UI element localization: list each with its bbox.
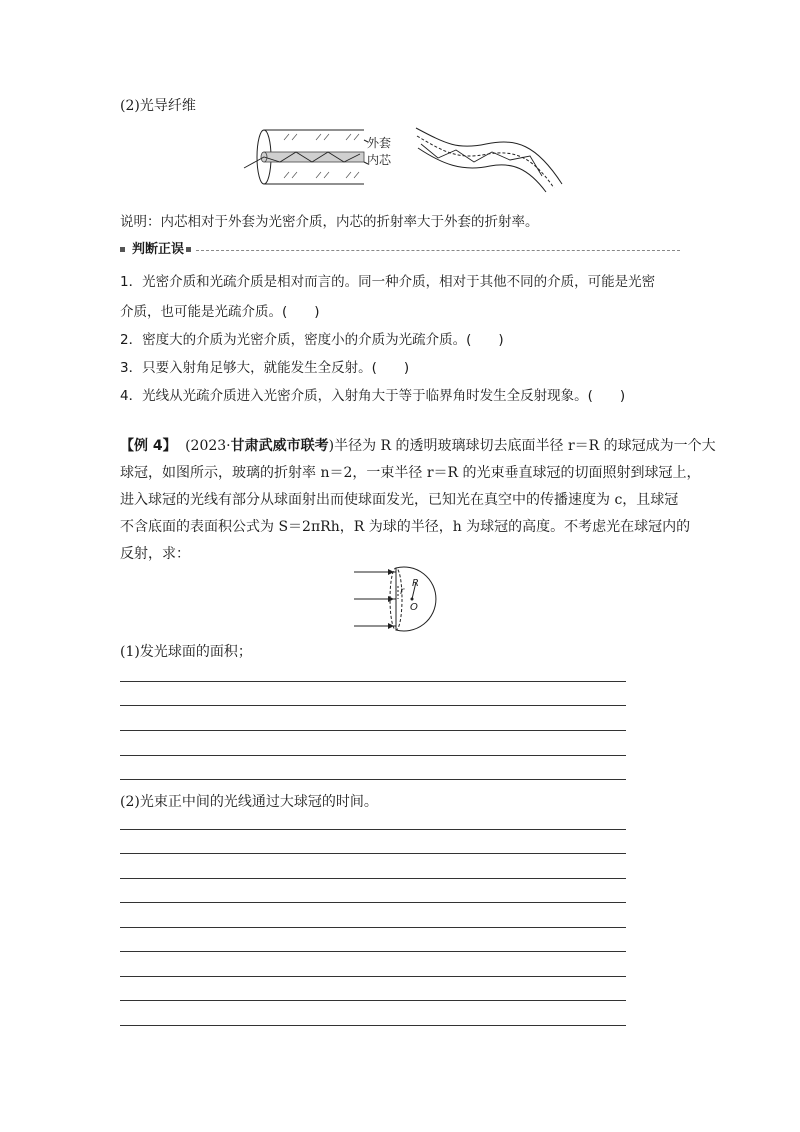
fig-label-R: R: [412, 578, 419, 589]
judge-item-2: 2．密度大的介质为光密介质，密度小的介质为光疏介质。( ): [120, 332, 504, 348]
bullet-square-icon: [186, 247, 191, 252]
divider: [196, 250, 680, 251]
straight-fiber-diagram: [244, 130, 368, 184]
question-2: (2)光束正中间的光线通过大球冠的时间。: [120, 794, 378, 810]
answer-line: [120, 755, 626, 756]
fig-label-outer: 外套: [367, 136, 392, 150]
answer-line: [120, 779, 626, 780]
spherical-cap-figure: [350, 562, 450, 636]
answer-line: [120, 730, 626, 731]
example-line-1: [120, 436, 716, 456]
answer-line: [120, 902, 626, 903]
answer-line: [120, 853, 626, 854]
answer-line: [120, 705, 626, 706]
example-tag: 【例 4】: [120, 438, 177, 454]
judge-title: 判断正误: [132, 242, 185, 257]
fig-label-r: r: [400, 586, 405, 597]
optical-fiber-figure: [236, 124, 576, 194]
bullet-square-icon: [120, 247, 125, 252]
answer-line: [120, 681, 626, 682]
answer-line: [120, 927, 626, 928]
curved-fiber-diagram: [416, 128, 562, 192]
example-source: 甘肃武威市联考: [230, 438, 329, 454]
fig-label-O: O: [410, 602, 418, 613]
fiber-note: 说明：内芯相对于外套为光密介质，内芯的折射率大于外套的折射率。: [120, 214, 539, 230]
question-1: (1)发光球面的面积；: [120, 644, 252, 660]
answer-line: [120, 1025, 626, 1026]
judge-header: [120, 242, 680, 260]
example-line-4: 不含底面的表面积公式为 S＝2πRh，R 为球的半径，h 为球冠的高度。不考虑光在球冠内的: [120, 519, 691, 535]
answer-line: [120, 951, 626, 952]
example-text-line1: )半径为 R 的透明玻璃球切去底面半径 r＝R 的球冠成为一个大: [328, 438, 716, 454]
example-source-open: (2023·: [185, 438, 231, 454]
answer-line: [120, 878, 626, 879]
answer-line: [120, 1000, 626, 1001]
judge-item-3: 3．只要入射角足够大，就能发生全反射。( ): [120, 360, 410, 376]
answer-line: [120, 976, 626, 977]
judge-item-1-line2: 介质，也可能是光疏介质。( ): [120, 304, 320, 320]
fig-label-inner: 内芯: [367, 153, 392, 167]
answer-line: [120, 829, 626, 830]
example-line-3: 进入球冠的光线有部分从球面射出而使球面发光，已知光在真空中的传播速度为 c，且球冠: [120, 492, 679, 508]
section-heading: (2)光导纤维: [120, 98, 196, 114]
judge-item-4: 4．光线从光疏介质进入光密介质，入射角大于等于临界角时发生全反射现象。( ): [120, 388, 626, 404]
example-line-5: 反射，求：: [120, 546, 190, 562]
example-line-2: 球冠，如图所示，玻璃的折射率 n＝2，一束半径 r＝R 的光束垂直球冠的切面照射到球冠上，: [120, 465, 701, 481]
judge-item-1-line1: 1．光密介质和光疏介质是相对而言的。同一种介质，相对于其他不同的介质，可能是光密: [120, 274, 656, 290]
